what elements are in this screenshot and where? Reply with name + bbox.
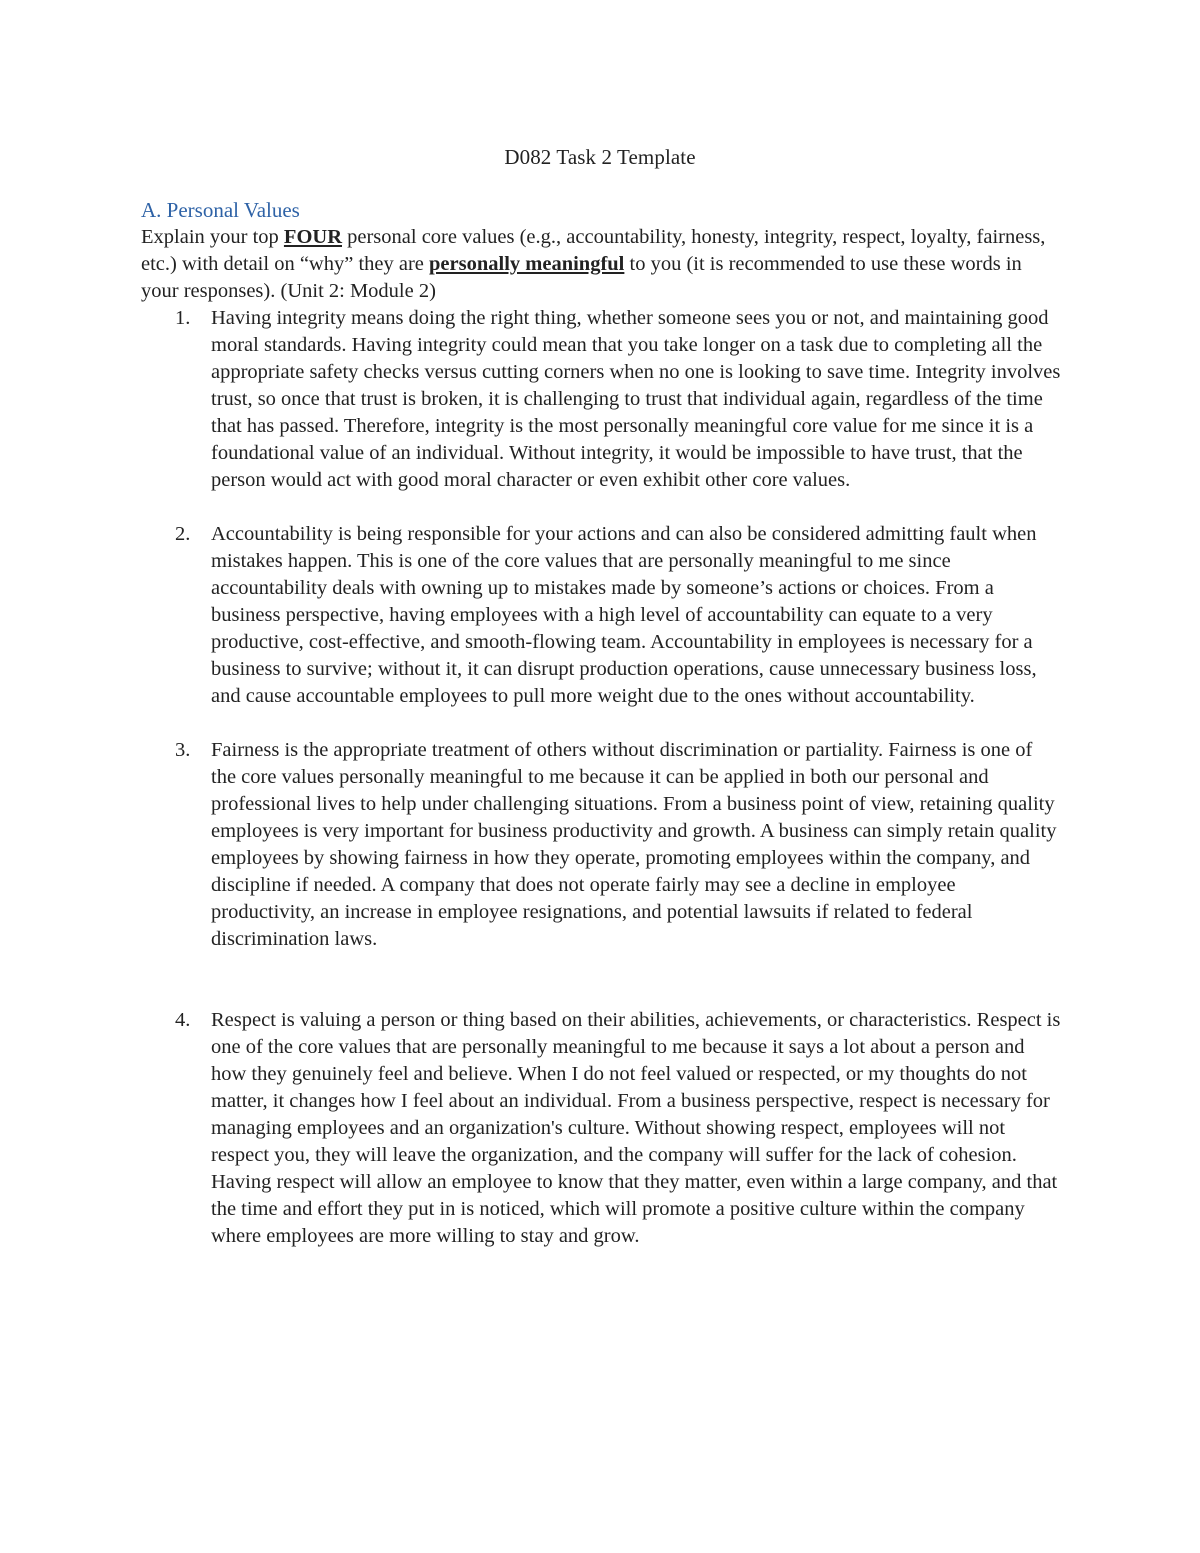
- document-title: D082 Task 2 Template: [504, 145, 696, 169]
- list-item-number: 2.: [175, 523, 191, 545]
- list-item-text: Respect is valuing a person or thing based on their abilities, achievements, or characteristics. Respect is one of the core values that are personally meaningful to me because it says a lot about a person and how they genuinely feel and believe. When I do not feel valued or respected, or my thoughts do not matter, it changes how I feel about an individual. From a business perspective, respect is necessary for managing employees and an organization's culture. Without showing respect, employees will not respect you, they will leave the organization, and the company will suffer for the lack of cohesion. Having respect will allow an employee to know that they matter, even within a large company, and that the time and effort they put in is noticed, which will promote a positive culture within the company where employees are more willing to stay and grow.: [211, 1009, 1061, 1247]
- section-instructions: [141, 224, 1061, 305]
- instructions-emphasis-meaningful: personally meaningful: [429, 253, 625, 275]
- section-personal-values: [141, 196, 1061, 1250]
- list-item-number: 3.: [175, 739, 191, 761]
- list-item: [141, 1007, 1061, 1250]
- list-item-text: Fairness is the appropriate treatment of others without discrimination or partiality. Fairness is one of the core values personally meaningful to me because it can be applied in both our personal and professional lives to help under challenging situations. From a business point of view, retaining quality employees is very important for business productivity and growth. A business can simply retain quality employees by showing fairness in how they operate, promoting employees within the company, and discipline if needed. A company that does not operate fairly may see a decline in employee productivity, an increase in employee resignations, and potential lawsuits if related to federal discrimination laws.: [211, 739, 1057, 950]
- instructions-text-1: Explain your top: [141, 226, 284, 248]
- list-item-text: Having integrity means doing the right thing, whether someone sees you or not, and maintaining good moral standards. Having integrity could mean that you take longer on a task due to completing all the appropriate safety checks versus cutting corners when no one is looking to save time. Integrity involves trust, so once that trust is broken, it is challenging to trust that individual again, regardless of the time that has passed. Therefore, integrity is the most personally meaningful core value for me since it is a foundational value of an individual. Without integrity, it would be impossible to have trust, that the person would act with good moral character or even exhibit other core values.: [211, 307, 1061, 491]
- list-item-text: Accountability is being responsible for your actions and can also be considered admitting fault when mistakes happen. This is one of the core values that are personally meaningful to me since accountability deals with owning up to mistakes made by someone’s actions or choices. From a business perspective, having employees with a high level of accountability can equate to a very productive, cost-effective, and smooth-flowing team. Accountability in employees is necessary for a business to survive; without it, it can disrupt production operations, cause unnecessary business loss, and cause accountable employees to pull more weight due to the ones without accountability.: [211, 523, 1037, 707]
- section-heading: A. Personal Values: [141, 198, 300, 222]
- list-item: [141, 737, 1061, 953]
- list-item: [141, 305, 1061, 494]
- list-item-number: 1.: [175, 307, 191, 329]
- instructions-text-2: personal core values (e.g., accountability, honesty, integrity, respect, loyalty, fairness, etc.) with detail on “why” they are: [141, 226, 1046, 275]
- instructions-emphasis-four: FOUR: [283, 226, 342, 248]
- list-item-number: 4.: [175, 1009, 191, 1031]
- instructions-text-3: to you (it is recommended to use these words in your responses). (Unit 2: Module 2): [141, 253, 1022, 302]
- core-values-list: [141, 305, 1061, 1250]
- list-item: [141, 521, 1061, 710]
